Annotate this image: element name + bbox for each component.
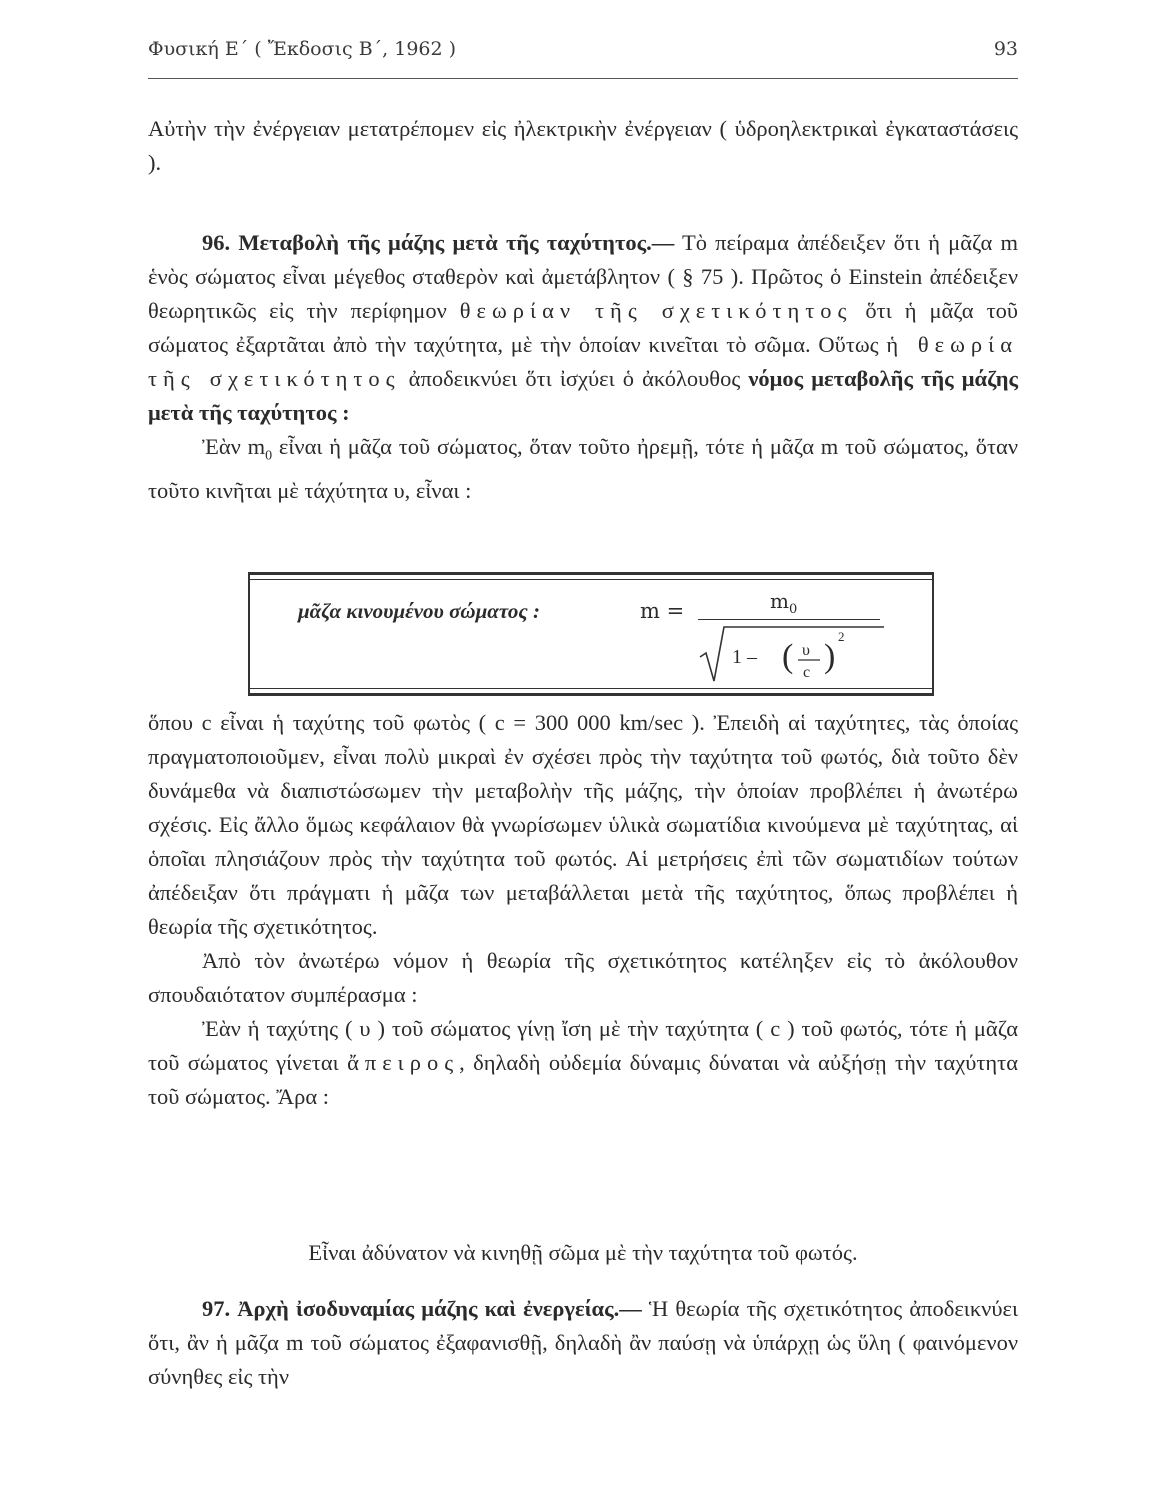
header-rule — [148, 78, 1018, 79]
formula-box-inner-rule-top — [250, 579, 932, 580]
running-title: Φυσική Ε΄ ( Ἔκδοσις Β΄, 1962 ) — [148, 38, 457, 60]
formula-box — [248, 572, 934, 696]
section-96-paragraph — [148, 226, 1018, 430]
section-97 — [148, 1292, 1018, 1394]
numerator-subscript: 0 — [788, 602, 798, 617]
running-header — [148, 38, 1018, 60]
section-96-text-c: ἀποδεικνύει ὅτι ἰσχύει ὁ ἀκόλουθος — [400, 366, 749, 391]
paragraph-speed-of-light — [148, 706, 1018, 1114]
left-paren: ( — [782, 638, 794, 675]
law-statement-start: Ἐὰν m — [202, 434, 266, 459]
paragraph-5 — [148, 1012, 1018, 1114]
section-96-text-a: Τὸ πείραμα ἀπέδειξεν ὅτι ἡ μᾶζα m ἑνὸς σώματος εἶναι μέγεθος σταθερὸν καὶ ἀμετάβλητον ( § 75 ). Πρῶτος ὁ Einstein ἀπέδειξεν θεωρητικῶς εἰς τὴν περίφημον — [148, 230, 1018, 323]
paragraph-intro — [148, 112, 1018, 180]
right-paren: ) — [824, 638, 836, 675]
paragraph-4: Ἀπὸ τὸν ἀνωτέρω νόμον ἡ θεωρία τῆς σχετικότητος κατέληξεν εἰς τὸ ἀκόλουθον σπουδαιότατον συμπέρασμα : — [148, 948, 1018, 1007]
spaced-term-infinite: ἄπειρος — [347, 1050, 460, 1075]
formula-box-inner-rule-bottom — [250, 688, 932, 689]
paragraph-5-end: , δηλαδὴ οὐδεμία δύναμις δύναται νὰ αὐξήσῃ τὴν ταχύτητα τοῦ σώματος. Ἄρα : — [148, 1050, 1018, 1109]
paragraph-5-start: Ἐὰν ἡ ταχύτης ( υ ) τοῦ σώματος γίνῃ ἴση μὲ τὴν ταχύτητα ( c ) τοῦ φωτός, τότε ἡ μᾶζα τοῦ σώματος γίνεται — [148, 1016, 1018, 1075]
spaced-term-1: θεωρίαν τῆς σχετικότητος — [459, 298, 853, 323]
paragraph-1: Αὐτὴν τὴν ἐνέργειαν μετατρέπομεν εἰς ἠλεκτρικὴν ἐνέργειαν ( ὑδροηλεκτρικαὶ ἐγκαταστάσεις ). — [148, 116, 1018, 175]
law-statement — [148, 430, 1018, 508]
law-title: νόμος μεταβολῆς τῆς μάζης μετὰ τῆς ταχύτητος : — [148, 366, 1018, 425]
section-96-text-b: ὅτι ἡ μᾶζα τοῦ σώματος ἐξαρτᾶται ἀπὸ τὴν ταχύτητα, μὲ τὴν ὁποίαν κινεῖται τὸ σῶμα. Οὕτως — [148, 298, 1018, 357]
fraction-bar — [698, 619, 880, 620]
law-subscript: 0 — [265, 448, 273, 464]
page-number: 93 — [993, 38, 1018, 60]
section-97-heading: 97. Ἀρχὴ ἰσοδυναμίας μάζης καὶ ἐνεργείας.— — [202, 1296, 642, 1321]
inner-frac-den: c — [803, 664, 811, 681]
section-96-heading: 96. Μεταβολὴ τῆς μάζης μετὰ τῆς ταχύτητος.— — [202, 230, 675, 255]
numerator-m: m — [770, 589, 789, 613]
inner-frac-num: υ — [802, 642, 810, 659]
law-statement-end: εἶναι ἡ μᾶζα τοῦ σώματος, ὅταν τοῦτο ἠρεμῇ, τότε ἡ μᾶζα m τοῦ σώματος, ὅταν τοῦτο κινῆται μὲ τάχύτητα υ, εἶναι : — [148, 434, 1019, 503]
formula-label: μᾶζα κινουμένου σώματος : — [298, 599, 541, 623]
spaced-term-2: ἡ θεωρία τῆς σχετικότητος — [148, 332, 1018, 391]
exponent: 2 — [838, 629, 845, 644]
section-97-text: Ἡ θεωρία τῆς σχετικότητος ἀποδεικνύει ὅτι, ἂν ἡ μᾶζα m τοῦ σώματος ἐξαφανισθῇ, δηλαδὴ ἂν παύσῃ νὰ ὑπάρχῃ ὡς ὕλη ( φαινόμενον σύνηθες εἰς τὴν — [148, 1296, 1018, 1389]
paragraph-3: ὅπου c εἶναι ἡ ταχύτης τοῦ φωτὸς ( c = 300 000 km/sec ). Ἐπειδὴ αἱ ταχύτητες, τὰς ὁποίας πραγματοποιοῦμεν, εἶναι πολὺ μικραὶ ἐν σχέσει πρὸς τὴν ταχύτητα τοῦ φωτός, διὰ τοῦτο δὲν δυνάμεθα νὰ διαπιστώσωμεν τὴν μεταβολὴν τῆς μάζης, τὴν ὁποίαν προβλέπει ἡ ἀνωτέρω σχέσις. Εἰς ἄλλο ὅμως κεφάλαιον θὰ γνωρίσωμεν ὑλικὰ σωματίδια κινούμενα μὲ ταχύτητας, αἱ ὁποῖαι πλησιάζουν πρὸς τὴν ταχύτητα τοῦ φωτός. Αἱ μετρήσεις ἐπὶ τῶν σωματιδίων τούτων ἀπέδειξαν ὅτι πράγματι ἡ μᾶζα των μεταβάλλεται μετὰ τῆς ταχύτητος, ὅπως προβλέπει ἡ θεωρία τῆς σχετικότητος. — [148, 710, 1018, 939]
formula-lhs: m = — [640, 599, 685, 623]
radicand-one: 1 – — [732, 646, 757, 668]
formula-numerator — [770, 589, 797, 617]
section-96 — [148, 226, 1018, 508]
conclusion: Εἶναι ἀδύνατον νὰ κινηθῇ σῶμα μὲ τὴν ταχύτητα τοῦ φωτός. — [308, 1240, 858, 1265]
section-97-paragraph — [148, 1292, 1018, 1394]
sqrt-radical — [698, 623, 898, 683]
